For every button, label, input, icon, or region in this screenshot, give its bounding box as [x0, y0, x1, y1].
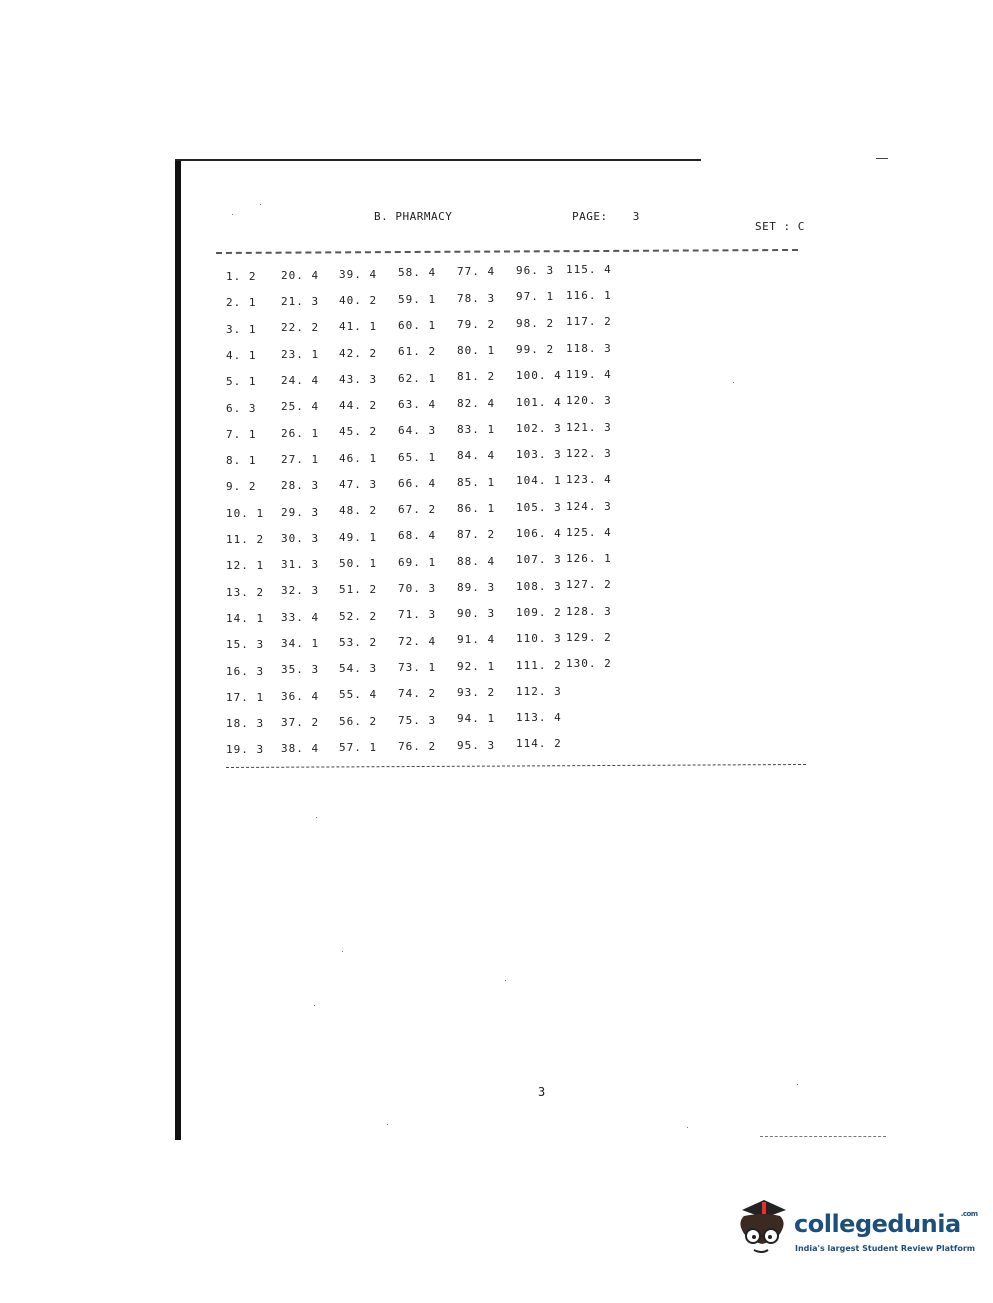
- answer-item: 79. 2: [457, 317, 496, 331]
- scan-speck: [387, 1124, 388, 1125]
- answer-item: 69. 1: [398, 555, 437, 569]
- scan-mark-bottom: [760, 1136, 886, 1138]
- answer-item: 96. 3: [516, 264, 555, 277]
- answer-item: 48. 2: [339, 504, 378, 518]
- answer-item: 35. 3: [281, 663, 320, 677]
- answer-item: 50. 1: [339, 556, 378, 570]
- answer-item: 45. 2: [339, 425, 378, 439]
- answer-item: 30. 3: [281, 531, 320, 545]
- answer-item: 59. 1: [398, 292, 437, 306]
- answer-item: 27. 1: [281, 452, 320, 466]
- answer-item: 24. 4: [281, 374, 320, 387]
- answer-item: 89. 3: [457, 580, 496, 594]
- answer-item: 127. 2: [566, 578, 612, 592]
- answer-item: 90. 3: [457, 607, 496, 621]
- answer-item: 62. 1: [398, 371, 437, 385]
- set-label: SET : C: [755, 220, 805, 233]
- page-label-value: 3: [632, 210, 640, 223]
- answer-item: 43. 3: [339, 372, 378, 386]
- answer-item: 94. 1: [457, 712, 496, 726]
- answer-item: 72. 4: [398, 634, 437, 648]
- answer-item: 78. 3: [457, 291, 496, 305]
- answer-item: 39. 4: [339, 267, 378, 281]
- page-label-text: PAGE:: [572, 210, 608, 223]
- answer-item: 99. 2: [516, 342, 555, 356]
- scan-border-top: [175, 159, 701, 161]
- answer-item: 47. 3: [339, 478, 378, 491]
- answer-item: 125. 4: [566, 525, 612, 539]
- answer-item: 44. 2: [339, 399, 378, 413]
- answer-item: 54. 3: [339, 662, 378, 676]
- answer-item: 29. 3: [281, 505, 320, 519]
- document-title: B. PHARMACY: [374, 210, 453, 223]
- answer-item: 77. 4: [457, 265, 496, 279]
- answer-item: 15. 3: [226, 638, 265, 652]
- answer-item: 66. 4: [398, 476, 437, 490]
- scan-speck: [342, 951, 343, 952]
- answer-item: 10. 1: [226, 506, 265, 520]
- scan-speck: [260, 204, 261, 205]
- answer-item: 101. 4: [516, 395, 562, 409]
- answer-item: 115. 4: [566, 262, 612, 276]
- answer-item: 3. 1: [226, 322, 257, 336]
- mascot-icon: [734, 1196, 792, 1258]
- answer-item: 86. 1: [457, 501, 496, 515]
- answer-item: 61. 2: [398, 345, 437, 359]
- answer-item: 87. 2: [457, 528, 496, 542]
- answer-item: 32. 3: [281, 584, 320, 598]
- answer-item: 122. 3: [566, 446, 612, 460]
- answer-item: 52. 2: [339, 609, 378, 623]
- answer-item: 74. 2: [398, 687, 437, 701]
- answer-item: 103. 3: [516, 448, 562, 462]
- scan-speck: [797, 1084, 798, 1085]
- answer-item: 5. 1: [226, 375, 257, 389]
- answer-item: 46. 1: [339, 451, 378, 465]
- answer-item: 37. 2: [281, 715, 320, 729]
- scan-speck: [314, 1005, 315, 1006]
- answer-item: 63. 4: [398, 397, 437, 411]
- logo-wordmark: [794, 1210, 978, 1238]
- answer-item: 28. 3: [281, 479, 320, 493]
- scan-border-left: [175, 160, 181, 1140]
- answer-item: 76. 2: [398, 739, 437, 753]
- answer-item: 65. 1: [398, 450, 437, 464]
- answer-item: 38. 4: [281, 742, 320, 756]
- answer-item: 92. 1: [457, 659, 496, 673]
- answer-item: 118. 3: [566, 341, 612, 355]
- answer-item: 55. 4: [339, 688, 378, 702]
- answer-item: 108. 3: [516, 579, 562, 593]
- logo-suffix: .com: [960, 1210, 978, 1218]
- answer-item: 4. 1: [226, 348, 257, 362]
- answer-item: 120. 3: [566, 394, 612, 408]
- answer-item: 26. 1: [281, 426, 320, 440]
- answer-item: 80. 1: [457, 344, 496, 358]
- answer-item: 33. 4: [281, 610, 320, 624]
- scan-speck: [505, 980, 506, 981]
- answer-item: 71. 3: [398, 608, 437, 622]
- answer-item: 11. 2: [226, 533, 265, 546]
- logo-name: collegedunia: [794, 1210, 961, 1238]
- answer-item: 104. 1: [516, 474, 562, 488]
- answer-item: 68. 4: [398, 529, 437, 543]
- answer-item: 19. 3: [226, 743, 265, 757]
- answer-item: 85. 1: [457, 475, 496, 489]
- answer-item: 34. 1: [281, 637, 320, 650]
- answer-item: 58. 4: [398, 266, 437, 280]
- scan-mark: [876, 158, 888, 159]
- answer-item: 119. 4: [566, 368, 612, 381]
- answer-item: 8. 1: [226, 454, 257, 468]
- scan-speck: [232, 214, 233, 215]
- answer-item: 49. 1: [339, 530, 378, 544]
- answer-item: 12. 1: [226, 559, 265, 573]
- answer-item: 91. 4: [457, 633, 496, 647]
- answer-item: 100. 4: [516, 369, 562, 383]
- answer-item: 16. 3: [226, 664, 265, 678]
- answer-item: 105. 3: [516, 500, 562, 514]
- answer-item: 81. 2: [457, 370, 496, 384]
- answer-item: 126. 1: [566, 552, 612, 566]
- answer-item: 23. 1: [281, 347, 320, 361]
- page-label: [572, 210, 640, 223]
- answer-item: 13. 2: [226, 585, 265, 599]
- answer-item: 20. 4: [281, 268, 320, 282]
- answer-item: 60. 1: [398, 319, 437, 332]
- scan-speck: [733, 382, 734, 383]
- answer-item: 75. 3: [398, 713, 437, 727]
- answer-item: 53. 2: [339, 635, 378, 649]
- answer-item: 18. 3: [226, 717, 265, 731]
- answer-item: 22. 2: [281, 321, 320, 335]
- answer-item: 107. 3: [516, 553, 562, 567]
- answer-item: 121. 3: [566, 420, 612, 434]
- answer-item: 42. 2: [339, 346, 378, 360]
- collegedunia-logo: [734, 1196, 978, 1266]
- answer-item: 116. 1: [566, 289, 612, 303]
- bottom-divider: [226, 764, 806, 768]
- answer-item: 25. 4: [281, 400, 320, 414]
- answer-item: 111. 2: [516, 658, 562, 672]
- answer-item: 82. 4: [457, 396, 496, 410]
- answer-item: 88. 4: [457, 554, 496, 568]
- answer-item: 97. 1: [516, 290, 555, 304]
- answer-item: 129. 2: [566, 631, 612, 644]
- answer-item: 84. 4: [457, 449, 496, 463]
- answer-item: 98. 2: [516, 316, 555, 330]
- answer-item: 73. 1: [398, 660, 437, 674]
- answer-item: 51. 2: [339, 583, 378, 597]
- answer-item: 1. 2: [226, 270, 257, 283]
- answer-item: 130. 2: [566, 657, 612, 671]
- answer-item: 40. 2: [339, 293, 378, 307]
- answer-item: 124. 3: [566, 499, 612, 513]
- scan-speck: [687, 1127, 688, 1128]
- page-number: 3: [538, 1085, 546, 1099]
- answer-item: 93. 2: [457, 686, 496, 699]
- answer-item: 2. 1: [226, 296, 257, 310]
- answer-item: 95. 3: [457, 738, 496, 752]
- answer-item: 114. 2: [516, 737, 562, 751]
- answer-item: 41. 1: [339, 320, 378, 334]
- answer-item: 6. 3: [226, 401, 257, 415]
- scan-speck: [316, 817, 317, 818]
- answer-item: 83. 1: [457, 423, 496, 436]
- answer-item: 36. 4: [281, 689, 320, 703]
- logo-tagline: India's largest Student Review Platform: [795, 1244, 976, 1253]
- answer-item: 109. 2: [516, 605, 562, 619]
- answer-item: 102. 3: [516, 421, 562, 435]
- answer-item: 17. 1: [226, 690, 265, 704]
- answer-item: 128. 3: [566, 604, 612, 618]
- top-divider: [216, 249, 798, 254]
- answer-item: 31. 3: [281, 558, 320, 572]
- answer-item: 123. 4: [566, 473, 612, 487]
- answer-item: 7. 1: [226, 427, 257, 441]
- answer-item: 56. 2: [339, 714, 378, 728]
- answer-item: 117. 2: [566, 315, 612, 329]
- answer-item: 67. 2: [398, 503, 437, 517]
- answer-item: 110. 3: [516, 632, 562, 646]
- answer-item: 70. 3: [398, 582, 437, 595]
- answer-item: 9. 2: [226, 480, 257, 494]
- answer-item: 57. 1: [339, 741, 378, 754]
- answer-item: 106. 4: [516, 527, 562, 540]
- answer-item: 113. 4: [516, 711, 562, 725]
- answer-item: 112. 3: [516, 684, 562, 698]
- answer-item: 14. 1: [226, 611, 265, 625]
- answer-item: 21. 3: [281, 295, 320, 309]
- answer-item: 64. 3: [398, 424, 437, 438]
